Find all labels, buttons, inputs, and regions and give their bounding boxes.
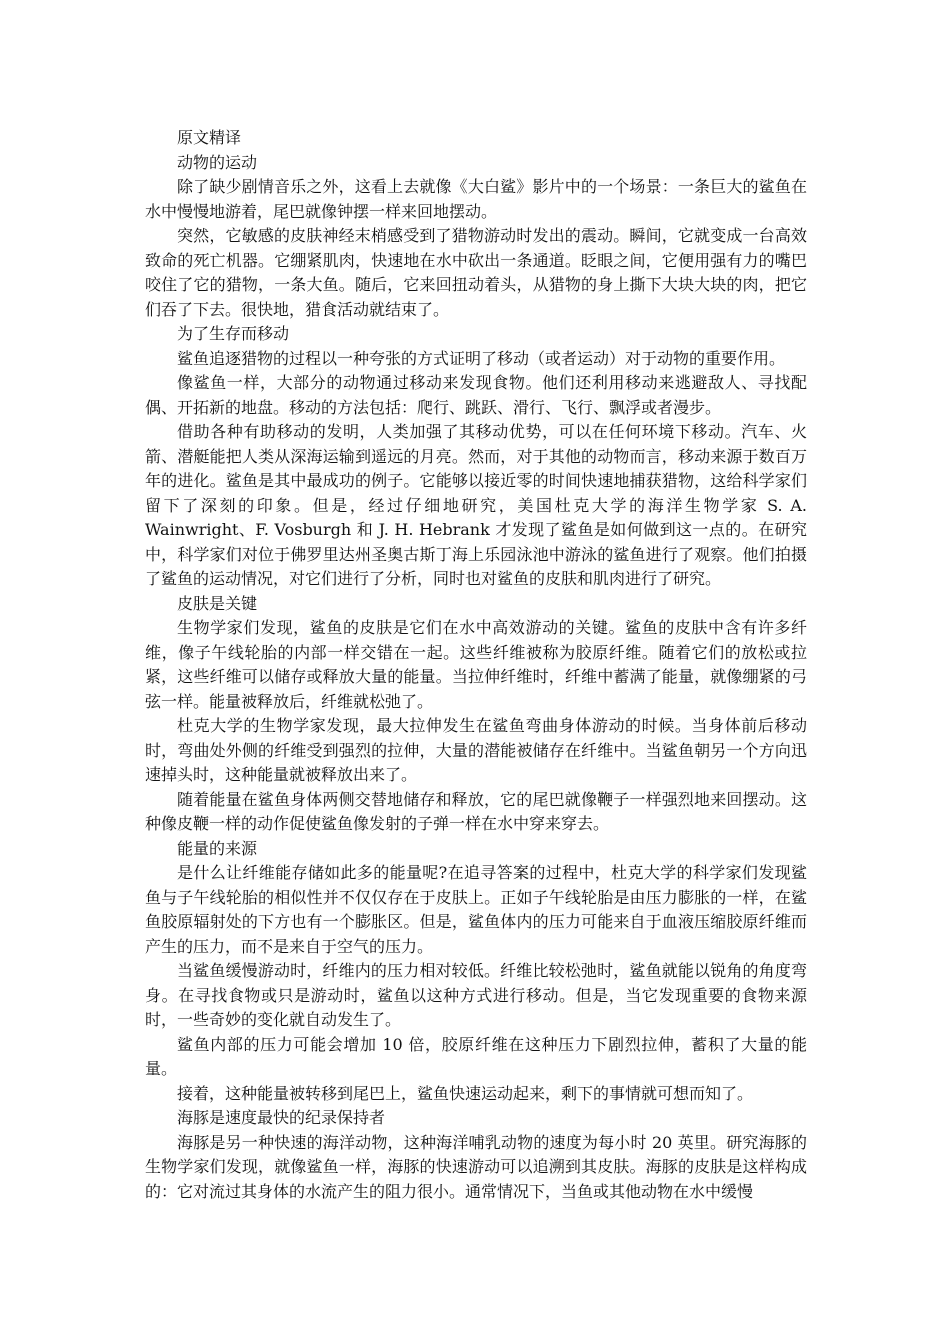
section-heading: 能量的来源 <box>177 838 258 858</box>
section-heading: 为了生存而移动 <box>177 324 290 343</box>
section-heading: 海豚是速度最快的纪录保持者 <box>177 1108 386 1127</box>
paragraph: 接着，这种能量被转移到尾巴上，鲨鱼快速运动起来，剩下的事情就可想而知了。 <box>177 1083 754 1103</box>
paragraph: 杜克大学的生物学家发现，最大拉伸发生在鲨鱼弯曲身体游动的时候。当身体前后移动时，弯曲处外侧的纤维受到强烈的拉伸，大量的潜能被储存在纤维中。当鲨鱼朝另一个方向迅速掉头时，这种能量就被释放出来了。 <box>145 716 807 784</box>
paragraph: 鲨鱼内部的压力可能会增加 10 倍，胶原纤维在这种压力下剧烈拉伸，蓄积了大量的能量。 <box>145 1034 807 1078</box>
document-body <box>145 126 807 1204</box>
paragraph: 鲨鱼追逐猎物的过程以一种夸张的方式证明了移动（或者运动）对于动物的重要作用。 <box>177 348 786 368</box>
paragraph: 海豚是另一种快速的海洋动物，这种海洋哺乳动物的速度为每小时 20 英里。研究海豚的生物学家们发现，就像鲨鱼一样，海豚的快速游动可以追溯到其皮肤。海豚的皮肤是这样构成的：它对流过其身体的水流产生的阻力很小。通常情况下，当鱼或其他动物在水中缓慢 <box>145 1132 807 1201</box>
paragraph: 随着能量在鲨鱼身体两侧交替地储存和释放，它的尾巴就像鞭子一样强烈地来回摆动。这种像皮鞭一样的动作促使鲨鱼像发射的子弹一样在水中穿来穿去。 <box>145 789 807 833</box>
section-heading: 原文精译 <box>177 128 242 147</box>
paragraph: 除了缺少剧情音乐之外，这看上去就像《大白鲨》影片中的一个场景：一条巨大的鲨鱼在水中慢慢地游着，尾巴就像钟摆一样来回地摆动。 <box>145 177 807 221</box>
paragraph: 借助各种有助移动的发明，人类加强了其移动优势，可以在任何环境下移动。汽车、火箭、潜艇能把人类从深海运输到遥远的月亮。然而，对于其他的动物而言，移动来源于数百万年的进化。鲨鱼是其中最成功的例子。它能够以接近零的时间快速地捕获猎物，这给科学家们留下了深刻的印象。但是，经过仔细地研究，美国杜克大学的海洋生物学家 S. A. Wainwright、F. Vosburgh 和 J. H. Hebrank 才发现了鲨鱼是如何做到这一点的。在研究中，科学家们对位于佛罗里达州圣奥古斯丁海上乐园泳池中游泳的鲨鱼进行了观察。他们拍摄了鲨鱼的运动情况，对它们进行了分析，同时也对鲨鱼的皮肤和肌肉进行了研究。 <box>145 422 807 588</box>
section-heading: 动物的运动 <box>177 152 258 172</box>
paragraph: 生物学家们发现，鲨鱼的皮肤是它们在水中高效游动的关键。鲨鱼的皮肤中含有许多纤维，像子午线轮胎的内部一样交错在一起。这些纤维被称为胶原纤维。随着它们的放松或拉紧，这些纤维可以储存或释放大量的能量。当拉伸纤维时，纤维中蓄满了能量，就像绷紧的弓弦一样。能量被释放后，纤维就松弛了。 <box>145 618 807 711</box>
paragraph: 突然，它敏感的皮肤神经末梢感受到了猎物游动时发出的震动。瞬间，它就变成一台高效致命的死亡机器。它绷紧肌肉，快速地在水中砍出一条通道。眨眼之间，它便用强有力的嘴巴咬住了它的猎物，一条大鱼。随后，它来回扭动着头，从猎物的身上撕下大块大块的肉，把它们吞了下去。很快地，猎食活动就结束了。 <box>145 226 807 319</box>
section-heading: 皮肤是关键 <box>177 593 258 613</box>
paragraph: 像鲨鱼一样，大部分的动物通过移动来发现食物。他们还利用移动来逃避敌人、寻找配偶、开拓新的地盘。移动的方法包括：爬行、跳跃、滑行、飞行、飘浮或者漫步。 <box>145 373 807 417</box>
paragraph: 当鲨鱼缓慢游动时，纤维内的压力相对较低。纤维比较松弛时，鲨鱼就能以锐角的角度弯身。在寻找食物或只是游动时，鲨鱼以这种方式进行移动。但是，当它发现重要的食物来源时，一些奇妙的变化就自动发生了。 <box>145 961 807 1029</box>
paragraph: 是什么让纤维能存储如此多的能量呢?在追寻答案的过程中，杜克大学的科学家们发现鲨鱼与子午线轮胎的相似性并不仅仅存在于皮肤上。正如子午线轮胎是由压力膨胀的一样，在鲨鱼胶原辐射处的下方也有一个膨胀区。但是，鲨鱼体内的压力可能来自于血液压缩胶原纤维而产生的压力，而不是来自于空气的压力。 <box>145 863 807 956</box>
